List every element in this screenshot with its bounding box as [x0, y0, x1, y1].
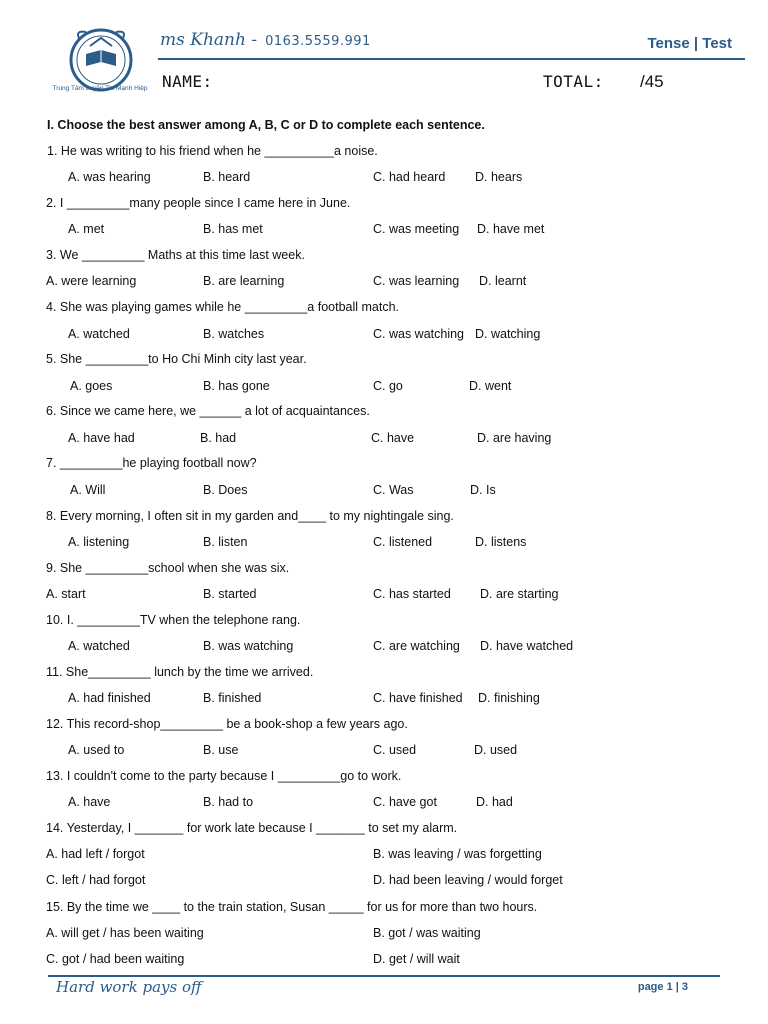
- option-1-d[interactable]: D. hears: [475, 170, 523, 184]
- teacher-label: ms Khanh -: [160, 30, 258, 50]
- question-3: 3. We _________ Maths at this time last week.: [46, 248, 305, 262]
- option-4-c[interactable]: C. was watching: [373, 327, 465, 341]
- option-2-d[interactable]: D. have met: [477, 222, 545, 236]
- option-12-b[interactable]: B. use: [203, 743, 239, 757]
- option-10-b[interactable]: B. was watching: [203, 639, 294, 653]
- option-13-c[interactable]: C. have got: [373, 795, 437, 809]
- option-3-c[interactable]: C. was learning: [373, 274, 460, 288]
- option-13-a[interactable]: A. have: [68, 795, 111, 809]
- question-7: 7. _________he playing football now?: [46, 456, 257, 470]
- option-7-d[interactable]: D. Is: [470, 483, 496, 497]
- option-8-a[interactable]: A. listening: [68, 535, 130, 549]
- question-14: 14. Yesterday, I _______ for work late because I _______ to set my alarm.: [46, 821, 458, 835]
- instruction: I. Choose the best answer among A, B, C or D to complete each sentence.: [47, 118, 485, 132]
- option-12-c[interactable]: C. used: [373, 743, 417, 757]
- option-13-b[interactable]: B. had to: [203, 795, 254, 809]
- option-2-c[interactable]: C. was meeting: [373, 222, 460, 236]
- question-11: 11. She_________ lunch by the time we arrived.: [46, 665, 314, 679]
- option-2-b[interactable]: B. has met: [203, 222, 263, 236]
- option-12-d[interactable]: D. used: [474, 743, 518, 757]
- question-12: 12. This record-shop_________ be a book-shop a few years ago.: [46, 717, 408, 731]
- option-1-c[interactable]: C. had heard: [373, 170, 446, 184]
- total-label: TOTAL:: [543, 72, 604, 91]
- option-14-a[interactable]: A. had left / forgot: [46, 847, 145, 861]
- option-13-d[interactable]: D. had: [476, 795, 513, 809]
- option-14-b[interactable]: B. was leaving / was forgetting: [373, 847, 542, 861]
- option-6-b[interactable]: B. had: [200, 431, 237, 445]
- option-15-b[interactable]: B. got / was waiting: [373, 926, 481, 940]
- option-5-d[interactable]: D. went: [469, 379, 512, 393]
- option-9-a[interactable]: A. start: [46, 587, 86, 601]
- option-7-c[interactable]: C. Was: [373, 483, 414, 497]
- question-10: 10. I. _________TV when the telephone rang.: [46, 613, 301, 627]
- option-6-d[interactable]: D. are having: [477, 431, 552, 445]
- option-9-d[interactable]: D. are starting: [480, 587, 559, 601]
- option-9-b[interactable]: B. started: [203, 587, 257, 601]
- option-7-a[interactable]: A. Will: [70, 483, 106, 497]
- option-4-b[interactable]: B. watches: [203, 327, 265, 341]
- question-5: 5. She _________to Ho Chi Minh city last year.: [46, 352, 307, 366]
- option-1-a[interactable]: A. was hearing: [68, 170, 151, 184]
- page-title: Tense | Test: [647, 35, 732, 52]
- question-15: 15. By the time we ____ to the train station, Susan _____ for us for more than two hours.: [46, 900, 538, 914]
- option-8-c[interactable]: C. listened: [373, 535, 433, 549]
- option-3-a[interactable]: A. were learning: [46, 274, 137, 288]
- option-10-c[interactable]: C. are watching: [373, 639, 460, 653]
- option-12-a[interactable]: A. used to: [68, 743, 125, 757]
- option-8-b[interactable]: B. listen: [203, 535, 248, 549]
- option-15-d[interactable]: D. get / will wait: [373, 952, 460, 966]
- option-7-b[interactable]: B. Does: [203, 483, 248, 497]
- option-4-a[interactable]: A. watched: [68, 327, 130, 341]
- footer-divider: [48, 975, 720, 977]
- option-11-b[interactable]: B. finished: [203, 691, 262, 705]
- option-1-b[interactable]: B. heard: [203, 170, 251, 184]
- question-1: 1. He was writing to his friend when he __________a noise.: [47, 144, 378, 158]
- option-10-d[interactable]: D. have watched: [480, 639, 574, 653]
- question-9: 9. She _________school when she was six.: [46, 561, 290, 575]
- option-15-a[interactable]: A. will get / has been waiting: [46, 926, 204, 940]
- option-15-c[interactable]: C. got / had been waiting: [46, 952, 185, 966]
- option-11-d[interactable]: D. finishing: [478, 691, 540, 705]
- option-14-d[interactable]: D. had been leaving / would forget: [373, 873, 563, 887]
- footer-motto: Hard work pays off: [56, 978, 202, 996]
- option-5-c[interactable]: C. go: [373, 379, 403, 393]
- total-score: /45: [640, 72, 664, 91]
- option-6-a[interactable]: A. have had: [68, 431, 135, 445]
- option-10-a[interactable]: A. watched: [68, 639, 130, 653]
- question-4: 4. She was playing games while he _________a football match.: [46, 300, 400, 314]
- phone-number: 0163.5559.991: [265, 34, 371, 49]
- option-5-b[interactable]: B. has gone: [203, 379, 270, 393]
- option-14-c[interactable]: C. left / had forgot: [46, 873, 146, 887]
- option-5-a[interactable]: A. goes: [70, 379, 113, 393]
- logo-caption: Trung Tâm Luyện Thi Mạnh Hiệp: [52, 85, 148, 92]
- option-11-a[interactable]: A. had finished: [68, 691, 151, 705]
- question-6: 6. Since we came here, we ______ a lot of acquaintances.: [46, 404, 370, 418]
- option-8-d[interactable]: D. listens: [475, 535, 527, 549]
- option-9-c[interactable]: C. has started: [373, 587, 451, 601]
- question-13: 13. I couldn't come to the party because I _________go to work.: [46, 769, 402, 783]
- page-number: page 1 | 3: [637, 981, 688, 993]
- name-label: NAME:: [162, 72, 213, 91]
- option-6-c[interactable]: C. have: [371, 431, 415, 445]
- option-3-b[interactable]: B. are learning: [203, 274, 285, 288]
- option-11-c[interactable]: C. have finished: [373, 691, 463, 705]
- option-4-d[interactable]: D. watching: [475, 327, 541, 341]
- option-3-d[interactable]: D. learnt: [479, 274, 527, 288]
- question-2: 2. I _________many people since I came here in June.: [46, 196, 351, 210]
- question-8: 8. Every morning, I often sit in my garden and____ to my nightingale sing.: [46, 509, 454, 523]
- option-2-a[interactable]: A. met: [68, 222, 105, 236]
